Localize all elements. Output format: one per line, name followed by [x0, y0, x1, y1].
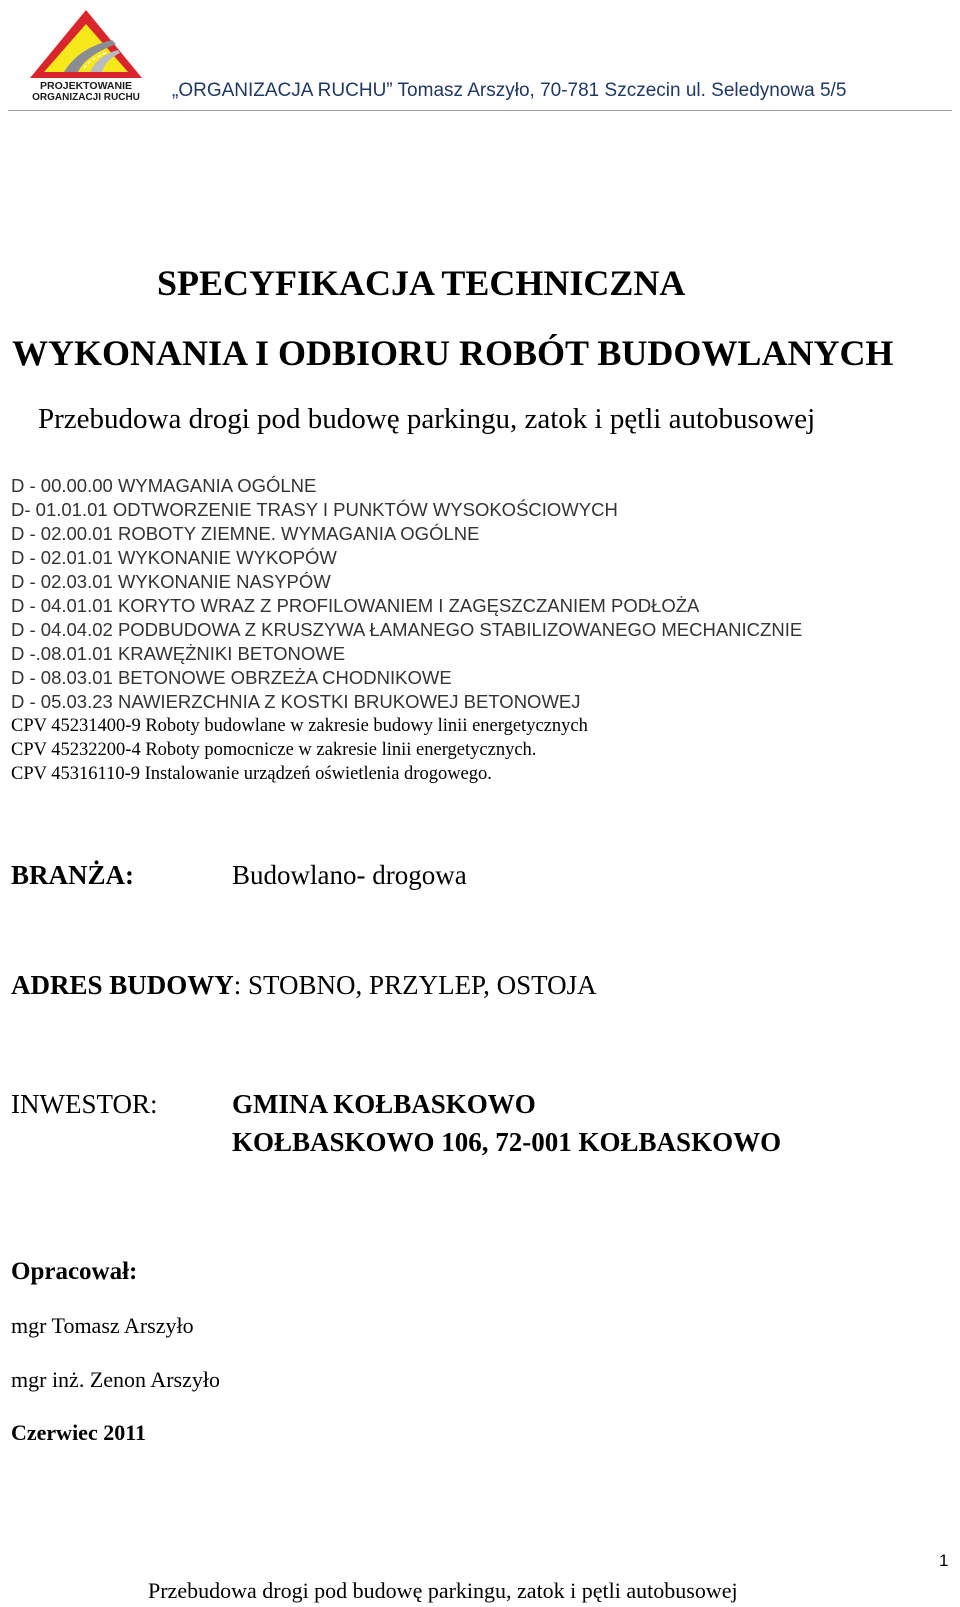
footer-title: Przebudowa drogi pod budowę parkingu, zatok i pętli autobusowej [148, 1578, 738, 1603]
company-header-line: „ORGANIZACJA RUCHU” Tomasz Arszyło, 70-781 Szczecin ul. Seledynowa 5/5 [172, 80, 847, 101]
document-date: Czerwiec 2011 [11, 1420, 146, 1445]
spec-list-item: D - 02.01.01 WYKONANIE WYKOPÓW [11, 547, 337, 568]
header-divider [8, 110, 952, 111]
branza-label: BRANŻA: [11, 860, 135, 890]
branza-value: Budowlano- drogowa [232, 860, 467, 890]
cpv-list-item: CPV 45316110-9 Instalowanie urządzeń oświetlenia drogowego. [11, 764, 492, 784]
spec-list-item: D -.08.01.01 KRAWĘŻNIKI BETONOWE [11, 643, 346, 664]
prepared-by-label: Opracował: [11, 1258, 138, 1285]
cpv-list-item: CPV 45231400-9 Roboty budowlane w zakresie budowy linii energetycznych [11, 716, 588, 736]
spec-list-item: D- 01.01.01 ODTWORZENIE TRASY I PUNKTÓW WYSOKOŚCIOWYCH [11, 499, 618, 520]
address-label: ADRES BUDOWY [11, 970, 234, 1000]
cpv-list-item: CPV 45232200-4 Roboty pomocnicze w zakresie linii energetycznych. [11, 740, 537, 760]
address-value: : STOBNO, PRZYLEP, OSTOJA [233, 970, 597, 1000]
investor-name: GMINA KOŁBASKOWO [232, 1089, 536, 1119]
spec-list-item: D - 02.03.01 WYKONANIE NASYPÓW [11, 571, 331, 592]
spec-list-item: D - 04.04.02 PODBUDOWA Z KRUSZYWA ŁAMANEGO STABILIZOWANEGO MECHANICZNIE [11, 619, 803, 640]
company-logo [12, 6, 160, 102]
project-subtitle: Przebudowa drogi pod budowę parkingu, zatok i pętli autobusowej [38, 403, 816, 435]
spec-list-item: D - 02.00.01 ROBOTY ZIEMNE. WYMAGANIA OGÓLNE [11, 523, 480, 544]
spec-list-item: D - 00.00.00 WYMAGANIA OGÓLNE [11, 475, 317, 496]
construction-address [11, 970, 597, 1001]
svg-text:PROJEKTOWANIE: PROJEKTOWANIE [40, 80, 132, 92]
investor-address: KOŁBASKOWO 106, 72-001 KOŁBASKOWO [232, 1127, 782, 1157]
author-name: mgr inż. Zenon Arszyło [11, 1367, 220, 1392]
page-number: 1 [939, 1551, 949, 1570]
specification-list [11, 474, 802, 786]
spec-list-item: D - 08.03.01 BETONOWE OBRZEŻA CHODNIKOWE [11, 667, 452, 688]
document-title-line1: SPECYFIKACJA TECHNICZNA [157, 263, 686, 303]
author-name: mgr Tomasz Arszyło [11, 1313, 194, 1338]
spec-list-item: D - 05.03.23 NAWIERZCHNIA Z KOSTKI BRUKOWEJ BETONOWEJ [11, 691, 581, 712]
svg-text:ORGANIZACJI RUCHU: ORGANIZACJI RUCHU [32, 92, 140, 102]
document-title-line2: WYKONANIA I ODBIORU ROBÓT BUDOWLANYCH [12, 333, 894, 373]
spec-list-item: D - 04.01.01 KORYTO WRAZ Z PROFILOWANIEM I ZAGĘSZCZANIEM PODŁOŻA [11, 595, 700, 616]
investor-label: INWESTOR: [11, 1089, 158, 1119]
